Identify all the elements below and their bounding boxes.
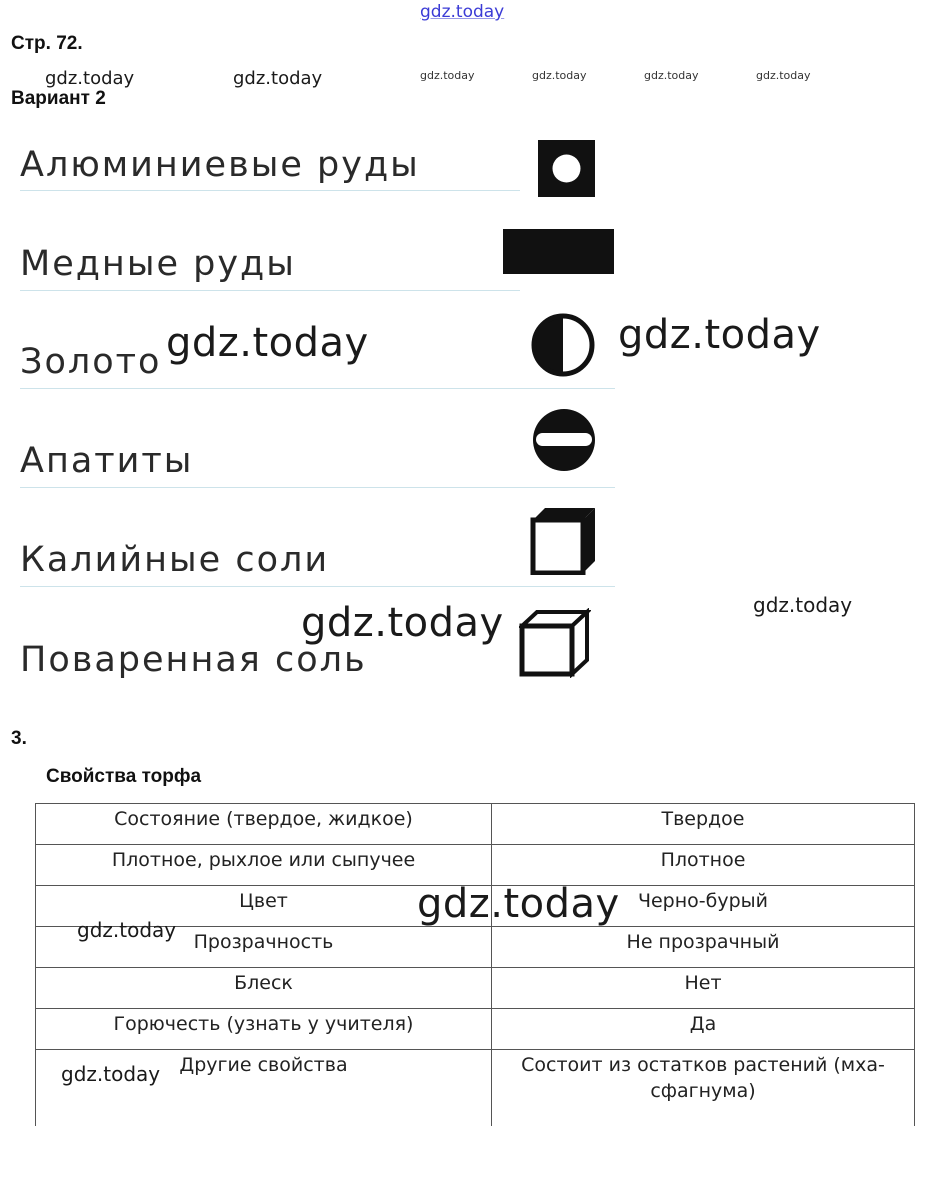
variant-heading: Вариант 2 [11,88,106,109]
legend-label-gold: Золото [20,342,162,382]
watermark: gdz.today [756,69,811,82]
table-row [36,1050,915,1127]
property-cell: Другие свойства [36,1050,492,1127]
watermark: gdz.today [233,68,323,89]
watermark: gdz.today [45,68,135,89]
watermark: gdz.today [77,918,177,942]
watermark: gdz.today [644,69,699,82]
value-cell: Нет [492,968,915,1009]
legend-label-apatite: Апатиты [20,441,194,481]
table-row [36,845,915,886]
value-cell: Да [492,1009,915,1050]
task-number: 3. [11,728,27,749]
black-square-white-circle-icon [538,140,595,197]
watermark: gdz.today [532,69,587,82]
property-cell: Цвет [36,886,492,927]
watermark: gdz.today [420,69,475,82]
legend-label-copper: Медные руды [20,244,296,284]
dark-cube-icon [530,505,598,575]
watermark: gdz.today [301,600,504,646]
table-row [36,804,915,845]
table-title: Свойства торфа [46,766,202,787]
property-cell: Плотное, рыхлое или сыпучее [36,845,492,886]
page-reference: Стр. 72. [11,33,83,54]
table-row [36,968,915,1009]
watermark: gdz.today [166,320,369,366]
value-cell: Твердое [492,804,915,845]
value-cell: Не прозрачный [492,927,915,968]
value-cell: Состоит из остатков растений (мха-сфагнума) [492,1050,915,1127]
legend-label-aluminum: Алюминиевые руды [20,145,420,185]
legend-label-table-salt: Поваренная соль [20,640,367,680]
legend-underline [20,586,615,587]
peat-properties-table [35,803,915,1126]
outline-cube-icon [519,608,591,678]
property-cell: Горючесть (узнать у учителя) [36,1009,492,1050]
property-cell: Состояние (твердое, жидкое) [36,804,492,845]
value-cell: Плотное [492,845,915,886]
watermark: gdz.today [753,593,853,617]
watermark: gdz.today [618,312,821,358]
watermark: gdz.today [417,881,620,927]
property-cell: Прозрачность [36,927,492,968]
watermark: gdz.today [61,1062,161,1086]
legend-underline [20,388,615,389]
legend-underline [20,190,520,191]
legend-underline [20,487,615,488]
value-cell: Черно-бурый [492,886,915,927]
black-rectangle-icon [503,229,614,274]
table-row [36,1009,915,1050]
watermark-top: gdz.today [420,2,505,22]
legend-label-potassium-salts: Калийные соли [20,540,330,580]
half-filled-circle-icon [531,313,595,377]
legend-underline [20,290,520,291]
black-circle-white-bar-icon [532,408,596,472]
property-cell: Блеск [36,968,492,1009]
